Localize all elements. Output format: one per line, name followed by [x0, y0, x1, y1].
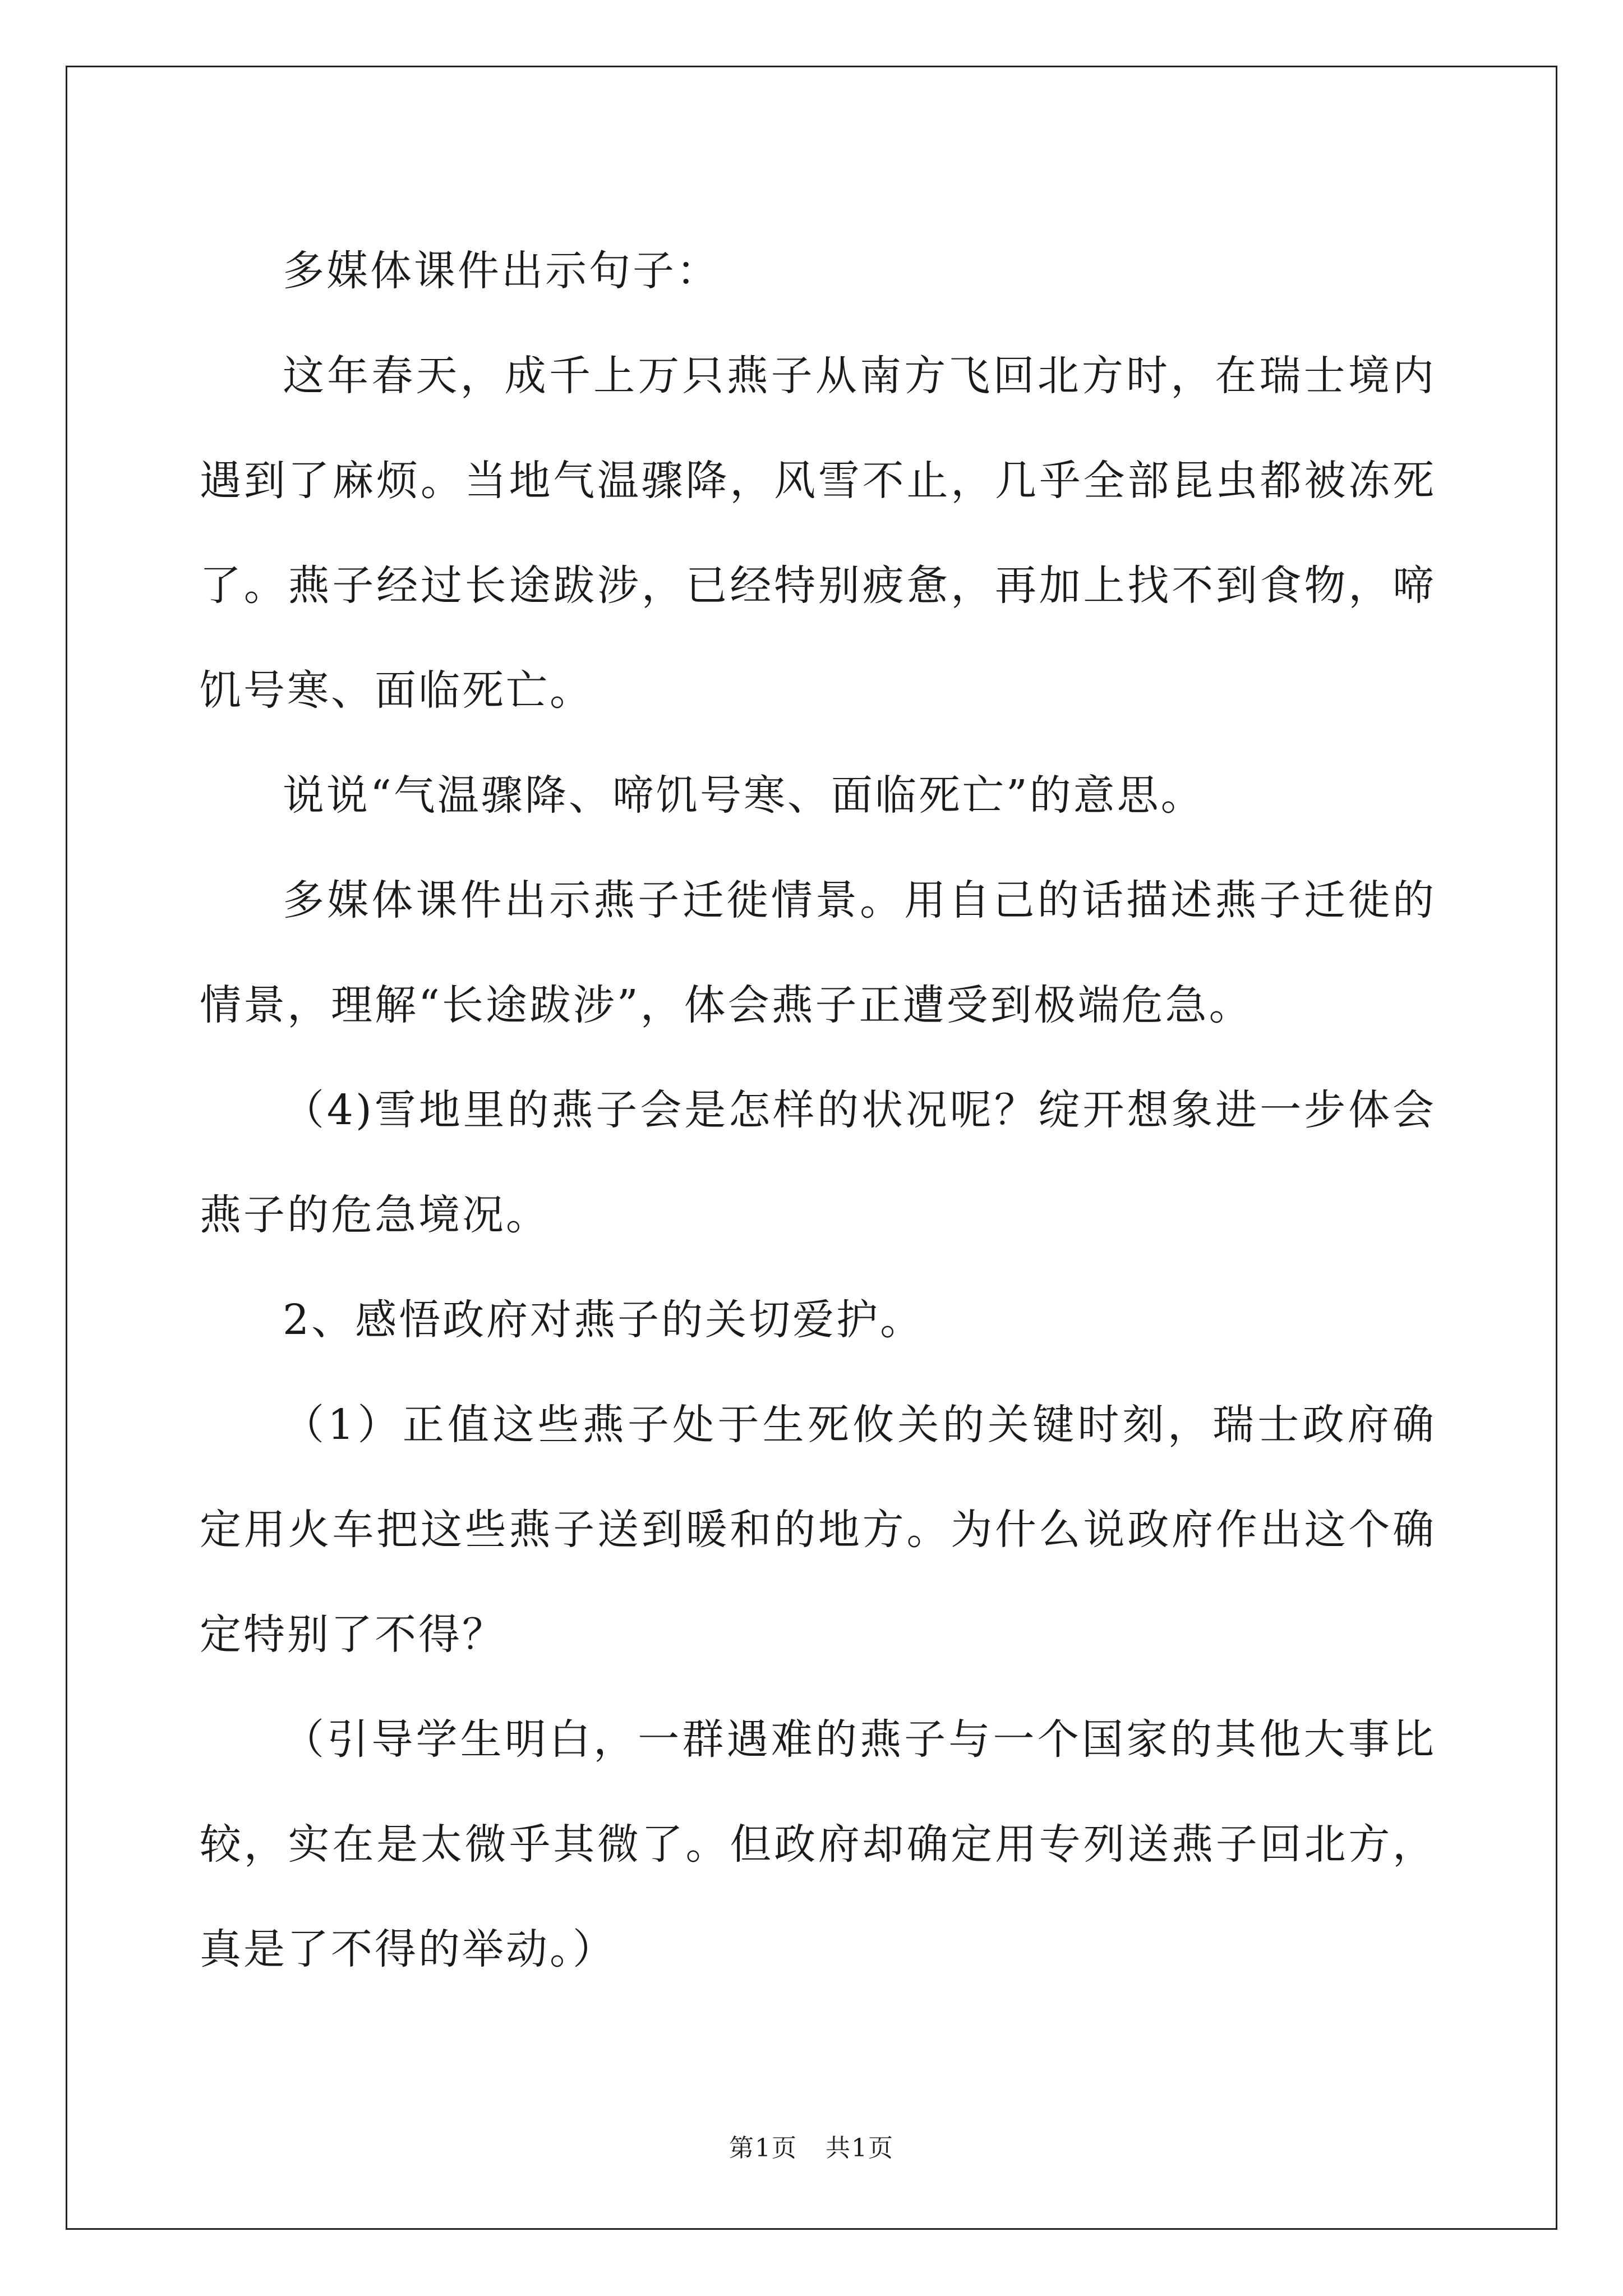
paragraph-6: 2、感悟政府对燕子的关切爱护。 [283, 1296, 924, 1344]
page-number-current: 第1页 [729, 2134, 797, 2162]
paragraph-4: 多媒体课件出示燕子迁徙情景。用自己的话描述燕子迁徙的情景，理解“长途跋涉”，体会燕子正遭受到极端危急。 [200, 876, 1436, 1029]
paragraph-2: 这年春天，成千上万只燕子从南方飞回北方时，在瑞士境内遇到了麻烦。当地气温骤降，风雪不止，几乎全部昆虫都被冻死了。燕子经过长途跋涉，已经特别疲惫，再加上找不到食物，啼饥号寒、面临死亡。 [200, 352, 1436, 715]
paragraph-7: （1）正值这些燕子处于生死攸关的关键时刻，瑞士政府确定用火车把这些燕子送到暖和的地方。为什么说政府作出这个确定特别了不得？ [200, 1401, 1436, 1659]
page-number-total: 共1页 [826, 2134, 894, 2162]
paragraph-1: 多媒体课件出示句子： [283, 247, 720, 295]
document-body [200, 219, 1436, 2002]
paragraph-3: 说说“气温骤降、啼饥号寒、面临死亡”的意思。 [283, 771, 1205, 820]
paragraph-5: （4)雪地里的燕子会是怎样的状况呢？绽开想象进一步体会燕子的危急境况。 [200, 1086, 1436, 1239]
page-footer [0, 2132, 1623, 2165]
paragraph-8: （引导学生明白，一群遇难的燕子与一个国家的其他大事比较，实在是太微乎其微了。但政府却确定用专列送燕子回北方，真是了不得的举动。） [200, 1715, 1436, 1973]
